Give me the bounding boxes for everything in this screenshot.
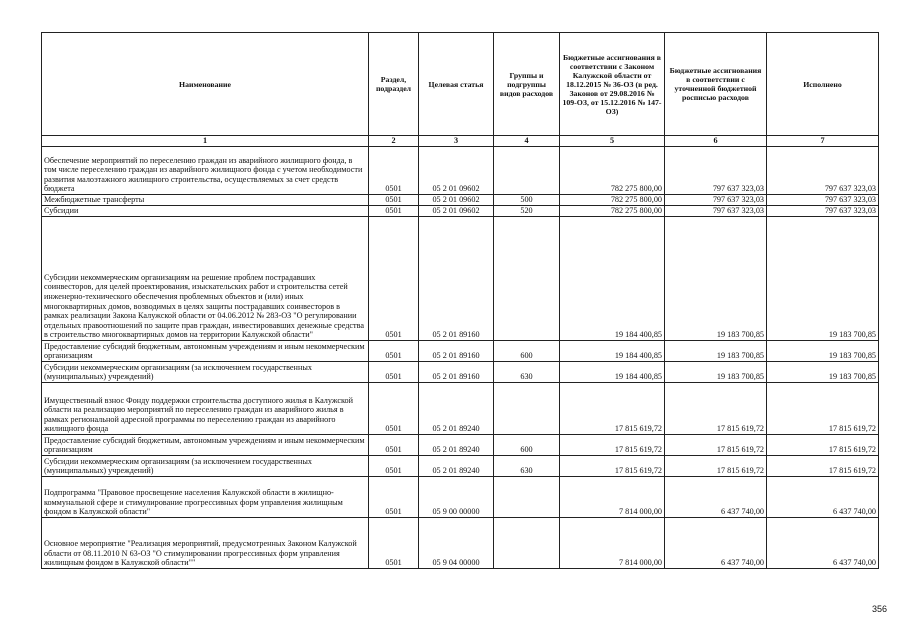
row-refined-amount: 17 815 619,72 <box>665 456 767 477</box>
row-law-amount: 19 184 400,85 <box>560 341 665 362</box>
header-executed: Исполнено <box>767 33 879 136</box>
row-executed-amount: 19 183 700,85 <box>767 217 879 341</box>
row-refined-amount: 797 637 323,03 <box>665 206 767 217</box>
row-target: 05 2 01 89160 <box>419 217 494 341</box>
row-refined-amount: 6 437 740,00 <box>665 518 767 569</box>
column-number: 4 <box>494 136 560 147</box>
table-row <box>42 435 879 456</box>
row-target: 05 9 00 00000 <box>419 477 494 518</box>
row-name: Предоставление субсидий бюджетным, автономным учреждениям и иным некоммерческим организациям <box>42 435 369 456</box>
row-group: 500 <box>494 195 560 206</box>
row-law-amount: 17 815 619,72 <box>560 456 665 477</box>
row-refined-amount: 17 815 619,72 <box>665 383 767 435</box>
row-name: Имущественный взнос Фонду поддержки строительства доступного жилья в Калужской области на реализацию мероприятий по переселению граждан из аварийного жилья в рамках региональной адресной программы по переселению граждан из аварийного жилищного фонда <box>42 383 369 435</box>
row-executed-amount: 797 637 323,03 <box>767 147 879 195</box>
row-name: Субсидии некоммерческим организациям (за исключением государственных (муниципальных) учреждений) <box>42 456 369 477</box>
row-executed-amount: 6 437 740,00 <box>767 477 879 518</box>
row-section: 0501 <box>369 435 419 456</box>
row-executed-amount: 17 815 619,72 <box>767 435 879 456</box>
row-law-amount: 17 815 619,72 <box>560 383 665 435</box>
column-number: 7 <box>767 136 879 147</box>
row-group: 600 <box>494 435 560 456</box>
row-group <box>494 147 560 195</box>
row-name: Субсидии некоммерческим организациям на решение проблем пострадавших соинвесторов, для целей проектирования, изыскательских работ и строительства сетей инженерно-технического обеспечения проблемных объектов и (или) иных многоквартирных домов, возводимых в целях защиты пострадавших соинвесторов в рамках реализации Закона Калужской области от 04.06.2012 № 283-ОЗ "О регулировании отдельных правоотношений по защите прав граждан, инвестировавших денежные средства в строительство многоквартирных домов на территории Калужской области" <box>42 217 369 341</box>
row-law-amount: 782 275 800,00 <box>560 195 665 206</box>
table-row <box>42 147 879 195</box>
row-refined-amount: 17 815 619,72 <box>665 435 767 456</box>
row-section: 0501 <box>369 477 419 518</box>
row-section: 0501 <box>369 206 419 217</box>
column-number: 6 <box>665 136 767 147</box>
header-target: Целевая статья <box>419 33 494 136</box>
column-number: 2 <box>369 136 419 147</box>
row-target: 05 2 01 09602 <box>419 147 494 195</box>
row-group <box>494 383 560 435</box>
row-refined-amount: 797 637 323,03 <box>665 195 767 206</box>
row-executed-amount: 19 183 700,85 <box>767 362 879 383</box>
table-row <box>42 456 879 477</box>
row-name: Субсидии <box>42 206 369 217</box>
row-section: 0501 <box>369 147 419 195</box>
row-section: 0501 <box>369 456 419 477</box>
row-group: 630 <box>494 362 560 383</box>
header-law: Бюджетные ассигнования в соответствии с Законом Калужской области от 18.12.2015 № 36-ОЗ (в ред. Законов от 29.08.2016 № 109-ОЗ, от 15.12.2016 № 147-ОЗ) <box>560 33 665 136</box>
table-row <box>42 518 879 569</box>
table-row <box>42 217 879 341</box>
row-name: Межбюджетные трансферты <box>42 195 369 206</box>
row-law-amount: 782 275 800,00 <box>560 206 665 217</box>
row-target: 05 2 01 89160 <box>419 362 494 383</box>
row-executed-amount: 17 815 619,72 <box>767 456 879 477</box>
row-group <box>494 217 560 341</box>
row-refined-amount: 19 183 700,85 <box>665 341 767 362</box>
row-section: 0501 <box>369 217 419 341</box>
row-refined-amount: 797 637 323,03 <box>665 147 767 195</box>
row-executed-amount: 797 637 323,03 <box>767 206 879 217</box>
row-group: 520 <box>494 206 560 217</box>
row-name: Предоставление субсидий бюджетным, автономным учреждениям и иным некоммерческим организациям <box>42 341 369 362</box>
row-section: 0501 <box>369 341 419 362</box>
row-section: 0501 <box>369 362 419 383</box>
budget-table <box>41 32 879 569</box>
row-target: 05 2 01 09602 <box>419 206 494 217</box>
table-row <box>42 383 879 435</box>
row-section: 0501 <box>369 383 419 435</box>
header-section: Раздел, подраздел <box>369 33 419 136</box>
row-target: 05 2 01 89240 <box>419 456 494 477</box>
table-row <box>42 362 879 383</box>
header-name: Наименование <box>42 33 369 136</box>
row-law-amount: 19 184 400,85 <box>560 362 665 383</box>
header-groups: Группы и подгруппы видов расходов <box>494 33 560 136</box>
column-number: 3 <box>419 136 494 147</box>
row-law-amount: 7 814 000,00 <box>560 518 665 569</box>
table-row <box>42 195 879 206</box>
table-row <box>42 341 879 362</box>
row-law-amount: 19 184 400,85 <box>560 217 665 341</box>
row-executed-amount: 6 437 740,00 <box>767 518 879 569</box>
row-target: 05 9 04 00000 <box>419 518 494 569</box>
row-name: Субсидии некоммерческим организациям (за исключением государственных (муниципальных) учреждений) <box>42 362 369 383</box>
row-refined-amount: 19 183 700,85 <box>665 217 767 341</box>
row-refined-amount: 19 183 700,85 <box>665 362 767 383</box>
row-executed-amount: 797 637 323,03 <box>767 195 879 206</box>
header-row <box>42 33 879 136</box>
row-law-amount: 17 815 619,72 <box>560 435 665 456</box>
column-number: 1 <box>42 136 369 147</box>
row-law-amount: 7 814 000,00 <box>560 477 665 518</box>
row-name: Основное мероприятие "Реализация мероприятий, предусмотренных Законом Калужской области от 08.11.2010 N 63-ОЗ "О стимулировании прогрессивных форм управления жилищным фондом в Калужской области"" <box>42 518 369 569</box>
row-target: 05 2 01 89160 <box>419 341 494 362</box>
row-group <box>494 518 560 569</box>
row-name: Обеспечение мероприятий по переселению граждан из аварийного жилищного фонда, в том числе переселению граждан из аварийного жилищного фонда с учетом необходимости развития малоэтажного жилищного строительства, осуществляемых за счет средств бюджета <box>42 147 369 195</box>
row-group <box>494 477 560 518</box>
table-row <box>42 206 879 217</box>
row-executed-amount: 17 815 619,72 <box>767 383 879 435</box>
row-section: 0501 <box>369 195 419 206</box>
column-numbers-row <box>42 136 879 147</box>
row-group: 600 <box>494 341 560 362</box>
row-law-amount: 782 275 800,00 <box>560 147 665 195</box>
row-refined-amount: 6 437 740,00 <box>665 477 767 518</box>
row-executed-amount: 19 183 700,85 <box>767 341 879 362</box>
header-refined: Бюджетные ассигнования в соответствии с уточненной бюджетной росписью расходов <box>665 33 767 136</box>
column-number: 5 <box>560 136 665 147</box>
row-group: 630 <box>494 456 560 477</box>
row-name: Подпрограмма "Правовое просвещение населения Калужской области в жилищно-коммунальной сфере и стимулирование прогрессивных форм управления жилищным фондом в Калужской области" <box>42 477 369 518</box>
row-section: 0501 <box>369 518 419 569</box>
table-row <box>42 477 879 518</box>
row-target: 05 2 01 09602 <box>419 195 494 206</box>
page-number: 356 <box>871 604 887 614</box>
row-target: 05 2 01 89240 <box>419 383 494 435</box>
row-target: 05 2 01 89240 <box>419 435 494 456</box>
